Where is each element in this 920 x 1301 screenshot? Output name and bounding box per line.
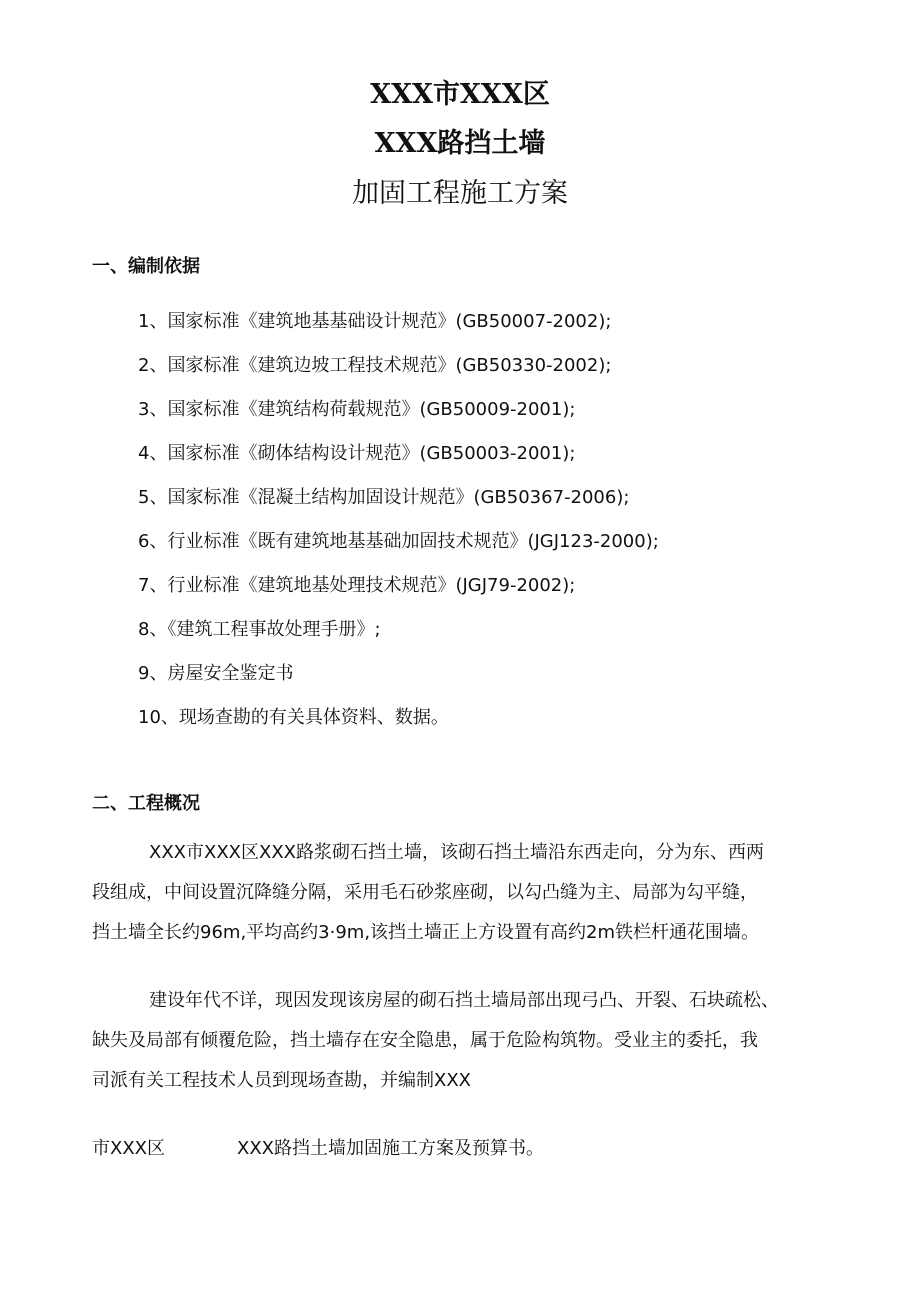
reference-item: 10、现场查勘的有关具体资料、数据。 [138, 707, 449, 728]
title-line-2: XXX路挡土墙 [374, 128, 546, 159]
paragraph-line: 司派有关工程技术人员到现场查勘，并编制XXX [92, 1070, 471, 1091]
final-line-part-1: 市XXX区 [92, 1138, 165, 1159]
paragraph-line: 挡土墙全长约96m,平均高约3·9m,该挡土墙正上方设置有高约2m铁栏杆通花围墙。 [92, 922, 760, 943]
reference-item: 7、行业标准《建筑地基处理技术规范》(JGJ79-2002); [138, 575, 576, 596]
reference-item: 4、国家标准《砌体结构设计规范》(GB50003-2001); [138, 443, 576, 464]
overview-paragraph-2 [92, 988, 832, 1108]
final-line-part-2: XXX路挡土墙加固施工方案及预算书。 [237, 1138, 544, 1159]
title-line-1: XXX市XXX区 [370, 79, 550, 110]
section-heading-basis: 一、编制依据 [92, 256, 200, 277]
paragraph-line: 建设年代不详，现因发现该房屋的砌石挡土墙局部出现弓凸、开裂、石块疏松、 [149, 990, 779, 1011]
reference-item: 8、《建筑工程事故处理手册》; [138, 619, 381, 640]
reference-item: 3、国家标准《建筑结构荷载规范》(GB50009-2001); [138, 399, 576, 420]
overview-paragraph-1 [92, 840, 832, 960]
section-heading-overview: 二、工程概况 [92, 793, 200, 814]
paragraph-line: XXX市XXX区XXX路浆砌石挡土墙，该砌石挡土墙沿东西走向，分为东、西两 [149, 842, 764, 863]
reference-item: 2、国家标准《建筑边坡工程技术规范》(GB50330-2002); [138, 355, 612, 376]
reference-item: 6、行业标准《既有建筑地基基础加固技术规范》(JGJ123-2000); [138, 531, 659, 552]
reference-list [138, 308, 659, 748]
reference-item: 1、国家标准《建筑地基基础设计规范》(GB50007-2002); [138, 311, 612, 332]
reference-item: 9、房屋安全鉴定书 [138, 663, 294, 684]
paragraph-line: 段组成，中间设置沉降缝分隔，采用毛石砂浆座砌，以勾凸缝为主、局部为勾平缝， [92, 882, 758, 903]
paragraph-line: 缺失及局部有倾覆危险，挡土墙存在安全隐患，属于危险构筑物。受业主的委托，我 [92, 1030, 758, 1051]
reference-item: 5、国家标准《混凝土结构加固设计规范》(GB50367-2006); [138, 487, 630, 508]
overview-final-line [92, 1136, 544, 1162]
title-line-3: 加固工程施工方案 [352, 178, 568, 209]
